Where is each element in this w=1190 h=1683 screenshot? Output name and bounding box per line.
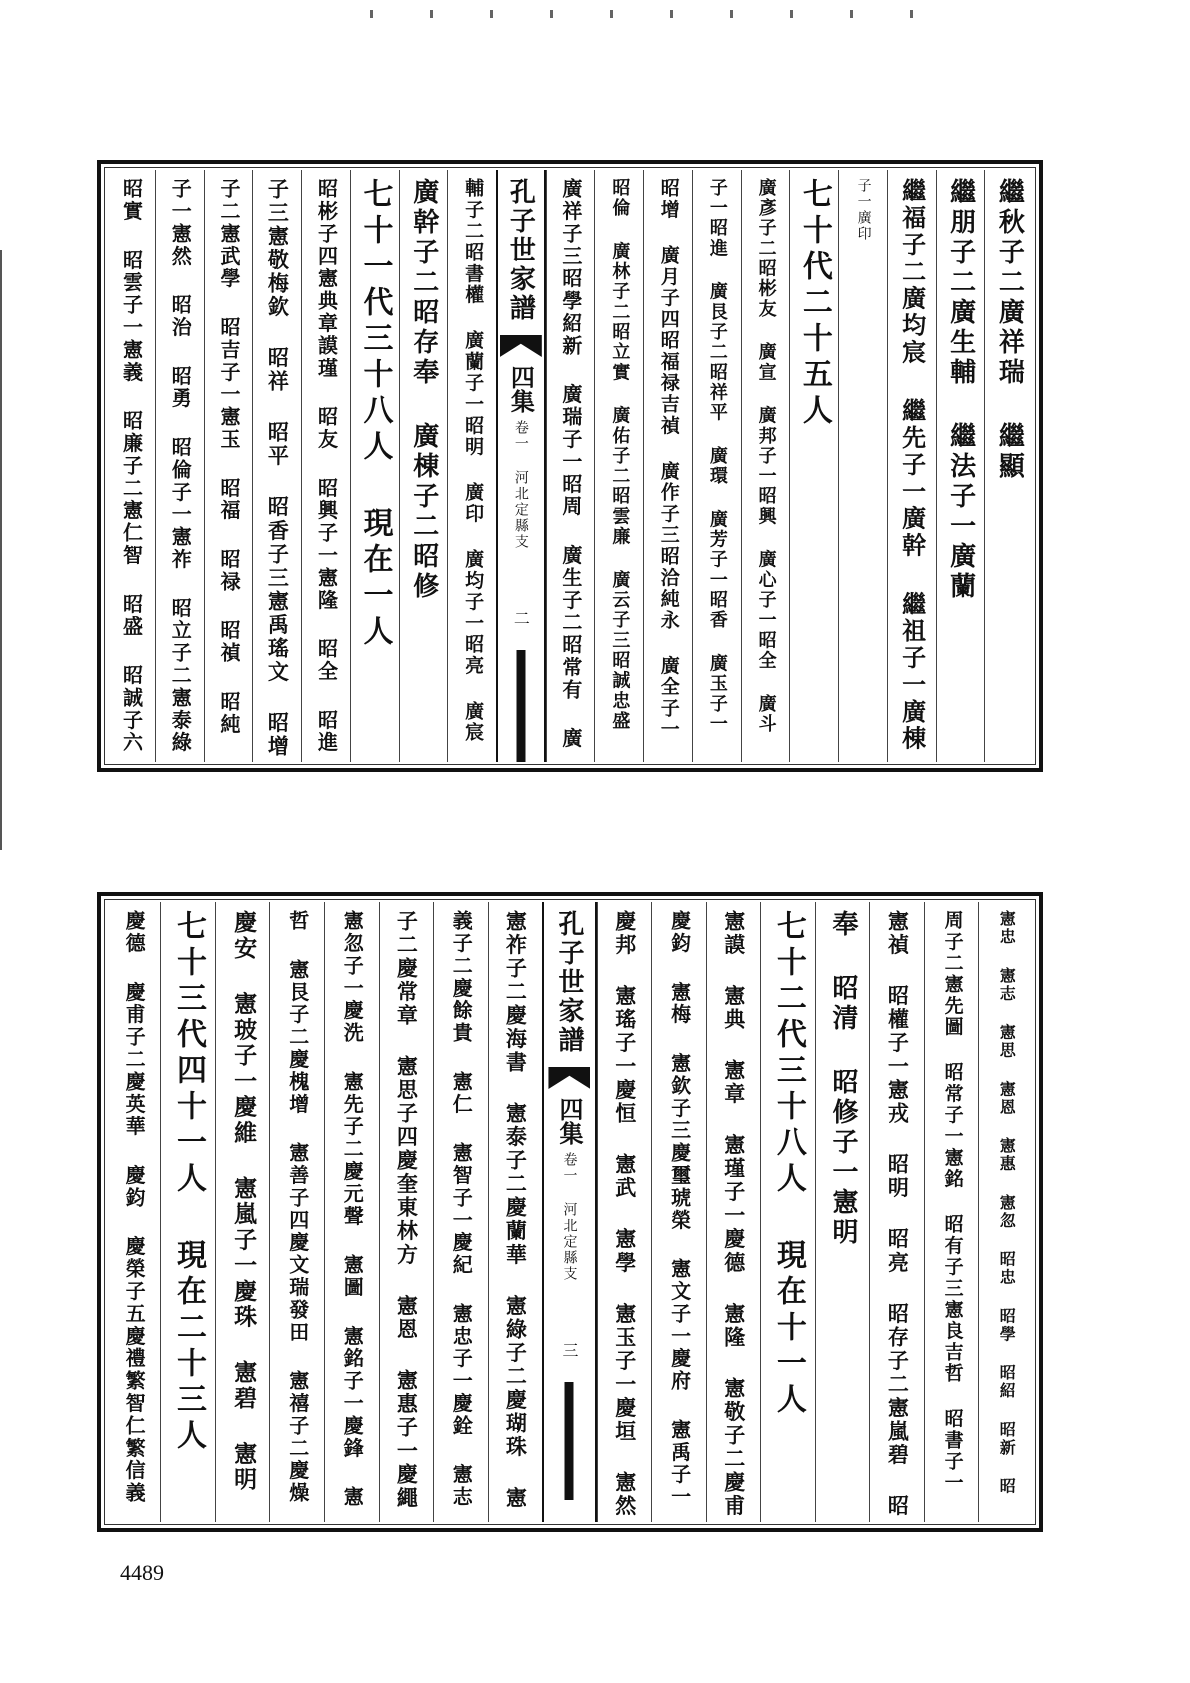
generation-heading: 七十二代三十八人 現在十一人 [770, 910, 806, 1419]
text-column [301, 170, 350, 762]
column-text: 周子二憲先圖 昭常子一憲銘 昭有子三憲良吉哲 昭書子一 [941, 910, 964, 1494]
text-column [643, 170, 692, 762]
column-text: 昭增 廣月子四昭福禄吉禎 廣作子三昭洽純永 廣全子一 [657, 178, 680, 741]
book-title: 孔子世家譜 [505, 178, 536, 323]
column-text: 憲禎 昭權子一憲戎 昭明 昭亮 昭存子二憲嵐碧 昭 [885, 910, 911, 1518]
generation-heading: 七十代二十五人 [796, 178, 832, 430]
generation-column [760, 902, 815, 1522]
text-column [379, 902, 434, 1522]
column-text: 哲 憲艮子二慶槐增 憲善子四慶文瑞發田 憲禧子二慶燥 [285, 910, 310, 1505]
text-column [815, 902, 870, 1522]
column-text: 子二憲武學 昭吉子一憲玉 昭福 昭禄 昭禎 昭純 [217, 178, 241, 736]
text-column [597, 902, 652, 1522]
text-column [692, 170, 741, 762]
text-column [269, 902, 324, 1522]
page-number: 三 [559, 1342, 579, 1358]
column-text: 憲祚子二慶海書 憲泰子二慶蘭華 憲綠子二慶瑚珠 憲 [503, 910, 529, 1510]
text-column [252, 170, 301, 762]
column-text: 廣祥子三昭學紹新 廣瑞子一昭周 廣生子二昭常有 廣 [558, 178, 583, 750]
column-text: 廣彥子二昭彬友 廣宣 廣邦子一昭興 廣心子一昭全 廣斗 [755, 178, 777, 735]
column-text: 昭彬子四憲典章謨瑾 昭友 昭興子一憲隆 昭全 昭進 [314, 178, 339, 754]
center-black-bar [516, 650, 525, 762]
text-column [447, 170, 496, 762]
column-text: 輔子二昭書權 廣蘭子一昭明 廣印 廣均子一昭亮 廣宸 [462, 178, 485, 744]
bottom-columns [107, 902, 1033, 1522]
text-column [107, 170, 155, 762]
column-text: 子一廣印 [855, 178, 872, 242]
generation-column [789, 170, 838, 762]
text-column [546, 170, 595, 762]
text-column [869, 902, 924, 1522]
text-column [594, 170, 643, 762]
column-text: 慶德 慶甫子二慶英華 慶鈞 慶榮子五慶禮繁智仁繁信義 [122, 910, 147, 1505]
volume-label: 四集 [554, 1097, 584, 1145]
column-text: 慶鈞 憲梅 憲欽子三慶璽琥榮 憲文子一慶府 憲禹子一 [667, 910, 692, 1509]
text-column [741, 170, 790, 762]
column-text: 義子二慶餘貴 憲仁 憲智子一慶紀 憲忠子一慶銓 憲志 [449, 910, 474, 1509]
text-column [107, 902, 161, 1522]
column-text: 繼朋子二廣生輔 繼法子一廣蘭 [945, 178, 976, 602]
text-column [324, 902, 379, 1522]
generation-column [350, 170, 399, 762]
center-block [496, 170, 545, 762]
column-text: 昭實 昭雲子一憲義 昭廉子二憲仁智 昭盛 昭誠子六 [119, 178, 144, 754]
text-column [215, 902, 270, 1522]
text-column [651, 902, 706, 1522]
text-column [984, 170, 1033, 762]
generation-column [160, 902, 215, 1522]
text-column [936, 170, 985, 762]
scan-edge-line [0, 250, 2, 850]
top-page-panel [97, 160, 1043, 772]
text-column [706, 902, 761, 1522]
page-number: 二 [511, 610, 531, 626]
fishtail-mark [548, 1067, 590, 1089]
book-title: 孔子世家譜 [553, 910, 584, 1055]
column-text: 廣幹子二昭存奉 廣棟子二昭修 [408, 178, 439, 602]
footer-page-number: 4489 [120, 1560, 164, 1585]
column-text: 繼秋子二廣祥瑞 繼顯 [994, 178, 1025, 482]
bottom-page-panel [97, 892, 1043, 1532]
text-column [887, 170, 936, 762]
column-text: 繼福子二廣均宸 繼先子一廣幹 繼祖子一廣棟 [897, 178, 927, 753]
text-column [838, 170, 887, 762]
branch-label: 卷一 河北定縣支 [561, 1152, 578, 1282]
text-column [155, 170, 204, 762]
generation-heading: 七十三代四十一人 現在二十三人 [170, 910, 206, 1455]
column-text: 慶邦 憲瑤子一慶恒 憲武 憲學 憲玉子一慶垣 憲然 [612, 910, 638, 1518]
center-block [542, 902, 597, 1522]
volume-label: 四集 [506, 365, 536, 413]
column-text: 憲忽子一慶洗 憲先子二慶元聲 憲圖 憲銘子一慶鋒 憲 [340, 910, 365, 1509]
top-columns [107, 170, 1033, 762]
column-text: 憲忠 憲志 憲思 憲恩 憲惠 憲忽 昭忠 昭學 昭紹 昭新 昭 [997, 910, 1017, 1496]
text-column [488, 902, 543, 1522]
column-text: 子一昭進 廣艮子二昭祥平 廣環 廣芳子一昭香 廣玉子一 [706, 178, 728, 735]
text-column [204, 170, 253, 762]
text-column [399, 170, 448, 762]
column-text: 子三憲敬梅欽 昭祥 昭平 昭香子三憲禹瑤文 昭增 [265, 178, 291, 759]
column-text: 昭倫 廣林子二昭立實 廣佑子二昭雲廉 廣云子三昭誠忠盛 [609, 178, 631, 732]
text-column [978, 902, 1033, 1522]
text-column [924, 902, 979, 1522]
center-black-bar [565, 1382, 574, 1500]
column-text: 子一憲然 昭治 昭勇 昭倫子一憲祚 昭立子二憲泰綠 [168, 178, 193, 754]
generation-heading: 七十一代三十八人 現在一人 [357, 178, 393, 651]
column-text: 子二慶常章 憲思子四慶奎東林方 憲恩 憲惠子一慶繩 [394, 910, 420, 1510]
column-text: 憲謨 憲典 憲章 憲瑾子一慶德 憲隆 憲敬子二慶甫 [721, 910, 747, 1518]
column-text: 奉 昭清 昭修子一憲明 [827, 910, 858, 1248]
branch-label: 卷一 河北定縣支 [512, 420, 529, 550]
text-column [433, 902, 488, 1522]
column-text: 慶安 憲玻子一慶維 憲嵐子一慶珠 憲碧 憲明 [230, 910, 258, 1493]
top-scan-marks [370, 10, 930, 18]
fishtail-mark [500, 335, 542, 357]
